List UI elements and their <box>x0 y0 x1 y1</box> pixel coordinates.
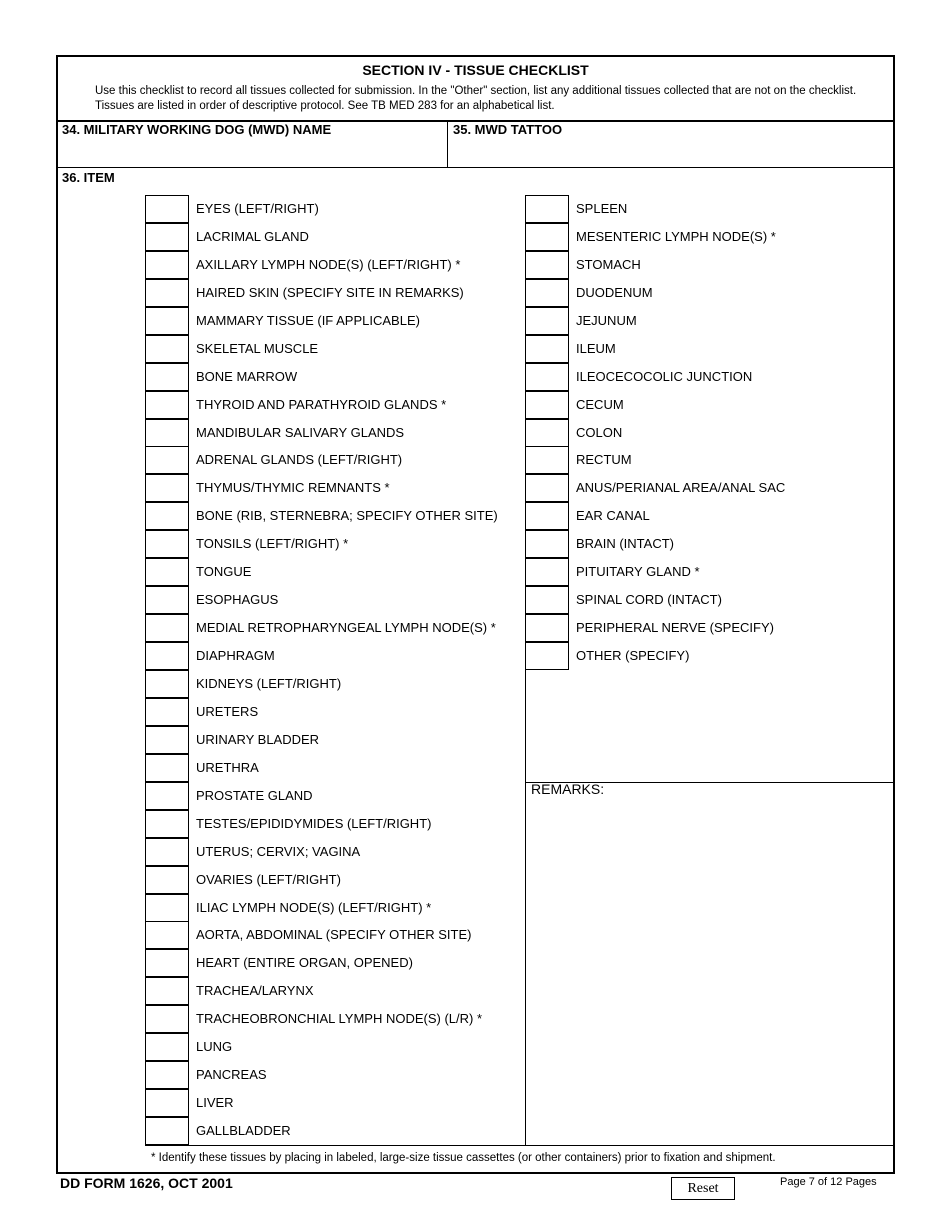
tissue-label: RECTUM <box>576 452 632 467</box>
tissue-checkbox[interactable] <box>525 251 569 279</box>
mwd-tattoo-label: 35. MWD TATTOO <box>453 122 563 137</box>
tissue-label: JEJUNUM <box>576 313 637 328</box>
tissue-checkbox[interactable] <box>145 782 189 810</box>
tissue-checkbox[interactable] <box>145 949 189 977</box>
tissue-label: CECUM <box>576 397 624 412</box>
tissue-checkbox[interactable] <box>525 279 569 307</box>
tissue-checkbox[interactable] <box>145 391 189 419</box>
tissue-label: ADRENAL GLANDS (LEFT/RIGHT) <box>196 452 403 467</box>
tissue-checkbox[interactable] <box>525 307 569 335</box>
tissue-checkbox[interactable] <box>145 558 189 586</box>
tissue-label: STOMACH <box>576 257 641 272</box>
remarks-field[interactable] <box>527 800 893 1144</box>
tissue-label: GALLBLADDER <box>196 1123 291 1138</box>
tissue-checkbox[interactable] <box>145 921 189 949</box>
tissue-label: TESTES/EPIDIDYMIDES (LEFT/RIGHT) <box>196 816 432 831</box>
tissue-checkbox[interactable] <box>145 251 189 279</box>
tissue-label: LIVER <box>196 1095 234 1110</box>
tissue-label: URETERS <box>196 704 259 719</box>
tissue-checkbox[interactable] <box>145 419 189 447</box>
tissue-checkbox[interactable] <box>145 1117 189 1145</box>
tissue-label: TRACHEA/LARYNX <box>196 983 314 998</box>
tissue-label: TONSILS (LEFT/RIGHT) * <box>196 536 349 551</box>
tissue-label: SKELETAL MUSCLE <box>196 341 319 356</box>
tissue-checkbox[interactable] <box>525 474 569 502</box>
footnote: * Identify these tissues by placing in labeled, large-size tissue cassettes (or other containers) prior to fixation and shipment. <box>151 1152 776 1164</box>
tissue-checkbox[interactable] <box>145 726 189 754</box>
tissue-label: TRACHEOBRONCHIAL LYMPH NODE(S) (L/R) * <box>196 1011 483 1026</box>
tissue-label: OVARIES (LEFT/RIGHT) <box>196 872 341 887</box>
tissue-checkbox[interactable] <box>145 446 189 474</box>
tissue-checkbox[interactable] <box>525 586 569 614</box>
tissue-label: MESENTERIC LYMPH NODE(S) * <box>576 229 776 244</box>
tissue-label: LUNG <box>196 1039 233 1054</box>
tissue-label: URINARY BLADDER <box>196 732 320 747</box>
divider <box>56 167 895 168</box>
tissue-checkbox[interactable] <box>145 474 189 502</box>
tissue-checkbox[interactable] <box>145 1033 189 1061</box>
tissue-label: MANDIBULAR SALIVARY GLANDS <box>196 425 405 440</box>
tissue-label: ESOPHAGUS <box>196 592 279 607</box>
tissue-label: LACRIMAL GLAND <box>196 229 309 244</box>
tissue-checkbox[interactable] <box>145 586 189 614</box>
tissue-checkbox[interactable] <box>145 894 189 922</box>
tissue-checkbox[interactable] <box>145 754 189 782</box>
tissue-label: PITUITARY GLAND * <box>576 564 700 579</box>
tissue-checkbox[interactable] <box>145 698 189 726</box>
divider <box>447 121 448 167</box>
tissue-label: SPINAL CORD (INTACT) <box>576 592 722 607</box>
remarks-label: REMARKS: <box>531 781 605 797</box>
tissue-label: PROSTATE GLAND <box>196 788 313 803</box>
tissue-label: BONE MARROW <box>196 369 298 384</box>
reset-button[interactable]: Reset <box>671 1177 735 1200</box>
tissue-checkbox[interactable] <box>145 530 189 558</box>
tissue-checkbox[interactable] <box>145 502 189 530</box>
tissue-label: BONE (RIB, STERNEBRA; SPECIFY OTHER SITE) <box>196 508 498 523</box>
tissue-checkbox[interactable] <box>525 642 569 670</box>
tissue-label: SPLEEN <box>576 201 628 216</box>
tissue-label: AORTA, ABDOMINAL (SPECIFY OTHER SITE) <box>196 927 472 942</box>
divider <box>145 1145 895 1146</box>
section-instructions: Use this checklist to record all tissues collected for submission. In the "Other" section, list any additional tissues collected that are not on the checklist. Tissues are listed in order of descriptive protocol. See TB MED 283 for an alphabetical list. <box>95 85 857 112</box>
tissue-checkbox[interactable] <box>145 670 189 698</box>
tissue-checkbox[interactable] <box>145 977 189 1005</box>
tissue-checkbox[interactable] <box>145 279 189 307</box>
tissue-checkbox[interactable] <box>145 1089 189 1117</box>
tissue-label: EAR CANAL <box>576 508 650 523</box>
tissue-label: DIAPHRAGM <box>196 648 275 663</box>
section-title: SECTION IV - TISSUE CHECKLIST <box>362 62 589 78</box>
tissue-label: BRAIN (INTACT) <box>576 536 674 551</box>
tissue-checkbox[interactable] <box>145 307 189 335</box>
form-id: DD FORM 1626, OCT 2001 <box>60 1175 233 1191</box>
tissue-label: EYES (LEFT/RIGHT) <box>196 201 319 216</box>
tissue-checkbox[interactable] <box>145 810 189 838</box>
tissue-label: MEDIAL RETROPHARYNGEAL LYMPH NODE(S) * <box>196 620 496 635</box>
tissue-label: THYROID AND PARATHYROID GLANDS * <box>196 397 447 412</box>
tissue-label: HAIRED SKIN (SPECIFY SITE IN REMARKS) <box>196 285 464 300</box>
tissue-checkbox[interactable] <box>525 363 569 391</box>
tissue-checkbox[interactable] <box>525 419 569 447</box>
tissue-label: AXILLARY LYMPH NODE(S) (LEFT/RIGHT) * <box>196 257 461 272</box>
tissue-checkbox[interactable] <box>145 335 189 363</box>
tissue-label: ANUS/PERIANAL AREA/ANAL SAC <box>576 480 786 495</box>
tissue-label: ILEOCECOCOLIC JUNCTION <box>576 369 753 384</box>
tissue-checkbox[interactable] <box>145 1061 189 1089</box>
page-number: Page 7 of 12 Pages <box>780 1176 877 1188</box>
tissue-checkbox[interactable] <box>525 195 569 223</box>
tissue-label: PERIPHERAL NERVE (SPECIFY) <box>576 620 774 635</box>
tissue-label: UTERUS; CERVIX; VAGINA <box>196 844 361 859</box>
tissue-checkbox[interactable] <box>145 195 189 223</box>
tissue-label: DUODENUM <box>576 285 653 300</box>
tissue-label: ILEUM <box>576 341 616 356</box>
tissue-label: ILIAC LYMPH NODE(S) (LEFT/RIGHT) * <box>196 900 432 915</box>
tissue-label: URETHRA <box>196 760 259 775</box>
mwd-name-label: 34. MILITARY WORKING DOG (MWD) NAME <box>62 122 332 137</box>
tissue-label: HEART (ENTIRE ORGAN, OPENED) <box>196 955 413 970</box>
tissue-checkbox[interactable] <box>525 530 569 558</box>
tissue-checkbox[interactable] <box>145 223 189 251</box>
mwd-tattoo-field[interactable] <box>449 138 893 166</box>
tissue-label: COLON <box>576 425 623 440</box>
tissue-checkbox[interactable] <box>525 614 569 642</box>
tissue-checkbox[interactable] <box>145 642 189 670</box>
tissue-checkbox[interactable] <box>145 838 189 866</box>
tissue-label: PANCREAS <box>196 1067 267 1082</box>
tissue-checkbox[interactable] <box>525 391 569 419</box>
tissue-checkbox[interactable] <box>525 223 569 251</box>
tissue-checkbox[interactable] <box>525 558 569 586</box>
item-label: 36. ITEM <box>62 170 115 185</box>
tissue-label: THYMUS/THYMIC REMNANTS * <box>196 480 390 495</box>
tissue-checkbox[interactable] <box>145 363 189 391</box>
tissue-checkbox[interactable] <box>145 1005 189 1033</box>
tissue-checkbox[interactable] <box>145 614 189 642</box>
tissue-label: TONGUE <box>196 564 252 579</box>
tissue-checkbox[interactable] <box>525 502 569 530</box>
tissue-checkbox[interactable] <box>145 866 189 894</box>
tissue-label: KIDNEYS (LEFT/RIGHT) <box>196 676 342 691</box>
tissue-checkbox[interactable] <box>525 446 569 474</box>
tissue-label: MAMMARY TISSUE (IF APPLICABLE) <box>196 313 420 328</box>
tissue-label: OTHER (SPECIFY) <box>576 648 690 663</box>
mwd-name-field[interactable] <box>58 138 446 166</box>
tissue-checkbox[interactable] <box>525 335 569 363</box>
